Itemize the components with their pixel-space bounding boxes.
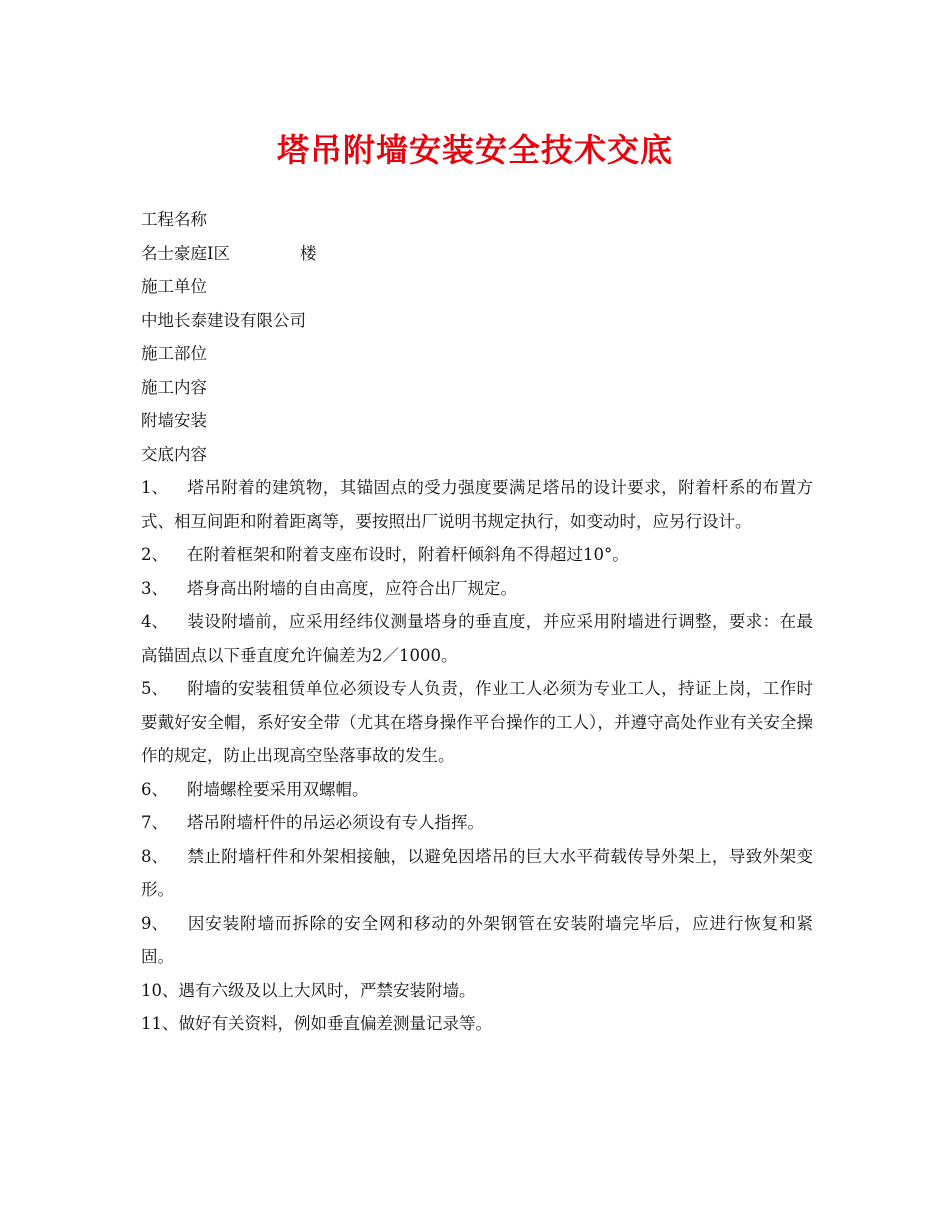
- field-contractor-value: 中地长泰建设有限公司: [141, 310, 306, 330]
- list-item: [141, 471, 813, 538]
- item-text: 塔吊附着的建筑物，其锚固点的受力强度要满足塔吊的设计要求，附着杆系的布置方式、相互间距和附着距离等，要按照出厂说明书规定执行，如变动时，应另行设计。: [141, 478, 813, 531]
- list-item: [141, 672, 813, 773]
- list-item: [141, 806, 813, 840]
- project-name: 名士豪庭Ⅰ区: [141, 243, 231, 263]
- item-number: 1、: [141, 478, 168, 497]
- item-text: 附墙螺栓要采用双螺帽。: [187, 779, 369, 799]
- item-number: 6、: [141, 779, 168, 799]
- list-item: [141, 1007, 813, 1041]
- item-text: 禁止附墙杆件和外架相接触，以避免因塔吊的巨大水平荷载传导外架上，导致外架变形。: [141, 846, 813, 899]
- list-item: [141, 840, 813, 907]
- building-label: 楼: [300, 243, 317, 263]
- list-item: [141, 773, 813, 807]
- item-text: 附墙的安装租赁单位必须设专人负责，作业工人必须为专业工人，持证上岗，工作时要戴好安全帽，系好安全带（尤其在塔身操作平台操作的工人），并遵守高处作业有关安全操作的规定，防止出现高空坠落事故的发生。: [141, 679, 813, 765]
- item-text: 塔吊附墙杆件的吊运必须设有专人指挥。: [187, 813, 484, 832]
- field-content-label: 施工内容: [141, 377, 207, 397]
- item-number: 4、: [141, 612, 168, 631]
- item-text: 装设附墙前，应采用经纬仪测量塔身的垂直度，并应采用附墙进行调整，要求：在最高锚固点以下垂直度允许偏差为2／1000。: [141, 612, 813, 665]
- item-number: 10、: [141, 980, 179, 1000]
- item-text: 塔身高出附墙的自由高度，应符合出厂规定。: [187, 578, 517, 598]
- field-content-value: 附墙安装: [141, 411, 207, 430]
- item-text: 做好有关资料，例如垂直偏差测量记录等。: [178, 1014, 492, 1033]
- item-text: 在附着框架和附着支座布设时，附着杆倾斜角不得超过10°。: [187, 545, 629, 564]
- list-item: [141, 538, 813, 572]
- field-location-label: 施工部位: [141, 344, 207, 363]
- field-project-name-value: [141, 237, 813, 271]
- item-number: 9、: [141, 913, 168, 933]
- item-text: 遇有六级及以上大风时，严禁安装附墙。: [178, 980, 476, 1000]
- list-item: [141, 605, 813, 672]
- list-item: [141, 974, 813, 1008]
- item-number: 8、: [141, 846, 168, 866]
- item-number: 7、: [141, 813, 168, 832]
- field-project-name-label: 工程名称: [141, 210, 207, 229]
- list-item: [141, 572, 813, 606]
- item-number: 5、: [141, 679, 168, 698]
- item-number: 2、: [141, 545, 168, 564]
- item-number: 3、: [141, 578, 168, 598]
- item-text: 因安装附墙而拆除的安全网和移动的外架钢管在安装附墙完毕后，应进行恢复和紧固。: [141, 913, 813, 966]
- list-item: [141, 907, 813, 974]
- document-title: 塔吊附墙安装安全技术交底: [276, 131, 673, 169]
- item-number: 11、: [141, 1014, 179, 1033]
- field-contractor-label: 施工单位: [141, 277, 207, 296]
- field-briefing-label: 交底内容: [141, 444, 207, 464]
- document-body: [141, 203, 813, 1041]
